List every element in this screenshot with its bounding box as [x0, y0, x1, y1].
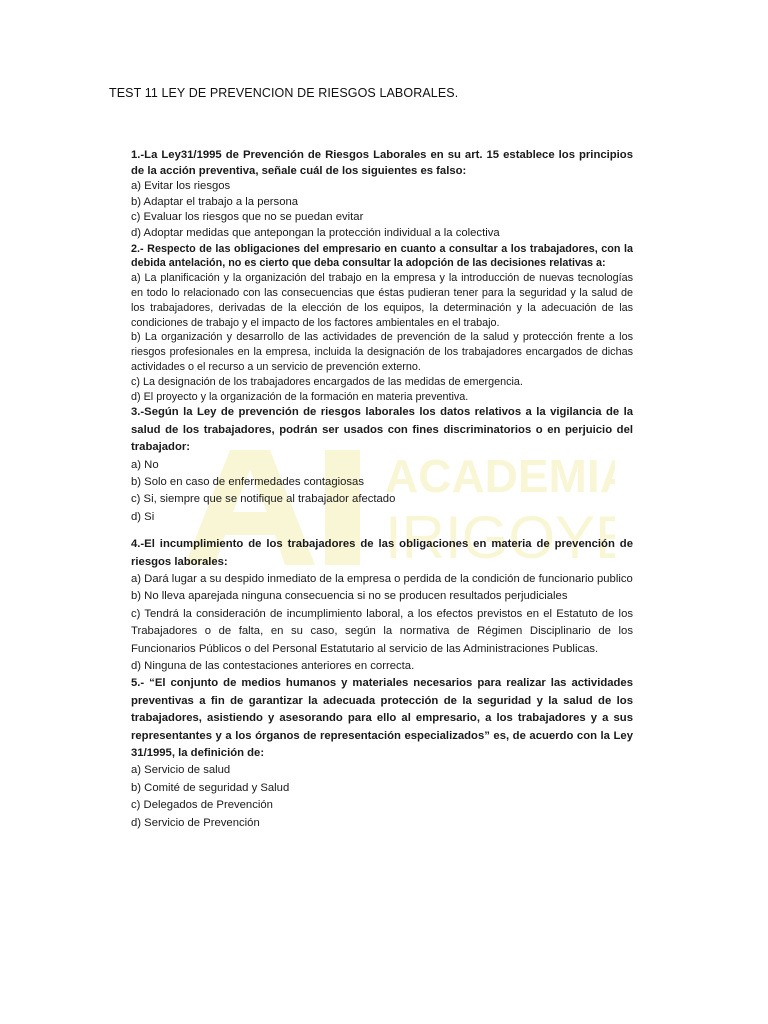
question-text: 2.- Respecto de las obligaciones del empresario en cuanto a consultar a los trabajadores, con la debida antelación, no es cierto que deba consultar la adopción de las decisiones relativas a:: [131, 242, 633, 270]
question-text: 4.-El incumplimiento de los trabajadores de las obligaciones en materia de prevención de riesgos laborales:: [131, 538, 633, 568]
option-d: d) Ninguna de las contestaciones anteriores en correcta.: [131, 660, 415, 673]
svg-text:IRIGOYEN: IRIGOY: [385, 504, 596, 570]
question-text: 1.-La Ley31/1995 de Prevención de Riesgos Laborales en su art. 15 establece los principios de la acción preventiva, señale cuál de los siguientes es falso:: [131, 149, 633, 177]
option-a: a) La planificación y la organización del trabajo en la empresa y la introducción de nuevas tecnologías en todo lo relacionado con las consecuencias que éstas pudieran tener para la seguridad y la salud de los trabajadores, derivadas de la elección de los equipos, la determinación y la adecuación de las condiciones de trabajo y el impacto de los factores ambientales en el trabajo.: [131, 272, 633, 329]
option-d: d) Si: [131, 510, 155, 523]
question-1: [131, 148, 633, 242]
option-b: b) Adaptar el trabajo a la persona: [131, 195, 299, 208]
option-b: b) Solo en caso de enfermedades contagiosas: [131, 475, 364, 488]
question-5: [131, 675, 633, 832]
svg-text:ACADEMIA: ACADEMIA: [385, 450, 615, 502]
option-d: d) El proyecto y la organización de la formación en materia preventiva.: [131, 390, 469, 403]
document-title: TEST 11 LEY DE PREVENCION DE RIESGOS LABORALES.: [109, 86, 459, 100]
option-d: d) Servicio de Prevención: [131, 816, 260, 829]
option-b: b) Comité de seguridad y Salud: [131, 781, 290, 794]
option-c: c) La designación de los trabajadores encargados de las medidas de emergencia.: [131, 375, 523, 388]
option-c: c) Si, siempre que se notifique al trabajador afectado: [131, 493, 396, 506]
test-content: [131, 148, 633, 832]
question-2: [131, 242, 633, 405]
option-b: b) La organización y desarrollo de las actividades de prevención de la salud y protección frente a los riesgos profesionales en la empresa, incluida la designación de los trabajadores encargados de dichas actividades o el recurso a un servicio de prevención externo.: [131, 331, 633, 373]
option-c: c) Delegados de Prevención: [131, 799, 273, 812]
spacer: [131, 526, 633, 536]
question-text: 5.- “El conjunto de medios humanos y materiales necesarios para realizar las actividades preventivas a fin de garantizar la adecuada protección de la seguridad y la salud de los trabajadores, asistiendo y asesorando para ello al empresario, a los trabajadores y a sus representantes y a los órganos de representación especializados” es, de acuerdo con la Ley 31/1995, la definición de:: [131, 677, 633, 760]
question-4: [131, 536, 633, 675]
option-a: a) Servicio de salud: [131, 764, 231, 777]
option-a: a) Evitar los riesgos: [131, 180, 231, 193]
option-a: a) Dará lugar a su despido inmediato de la empresa o perdida de la condición de funcionario publico: [131, 572, 633, 585]
question-text: 3.-Según la Ley de prevención de riesgos laborales los datos relativos a la vigilancia de la salud de los trabajadores, podrán ser usados con fines discriminatorios o en perjuicio del trabajador:: [131, 406, 633, 454]
option-c: c) Evaluar los riesgos que no se puedan evitar: [131, 211, 364, 224]
question-3: [131, 404, 633, 526]
option-b: b) No lleva aparejada ninguna consecuencia si no se producen resultados perjudiciales: [131, 590, 568, 603]
option-a: a) No: [131, 458, 159, 471]
option-d: d) Adoptar medidas que antepongan la protección individual a la colectiva: [131, 226, 500, 239]
option-c: c) Tendrá la consideración de incumplimiento laboral, a los efectos previstos en el Estatuto de los Trabajadores o de falta, en su caso, según la normativa de Régimen Disciplinario de los Funcionarios Públicos o del Personal Estatutario al servicio de las Administraciones Publicas.: [131, 607, 633, 655]
